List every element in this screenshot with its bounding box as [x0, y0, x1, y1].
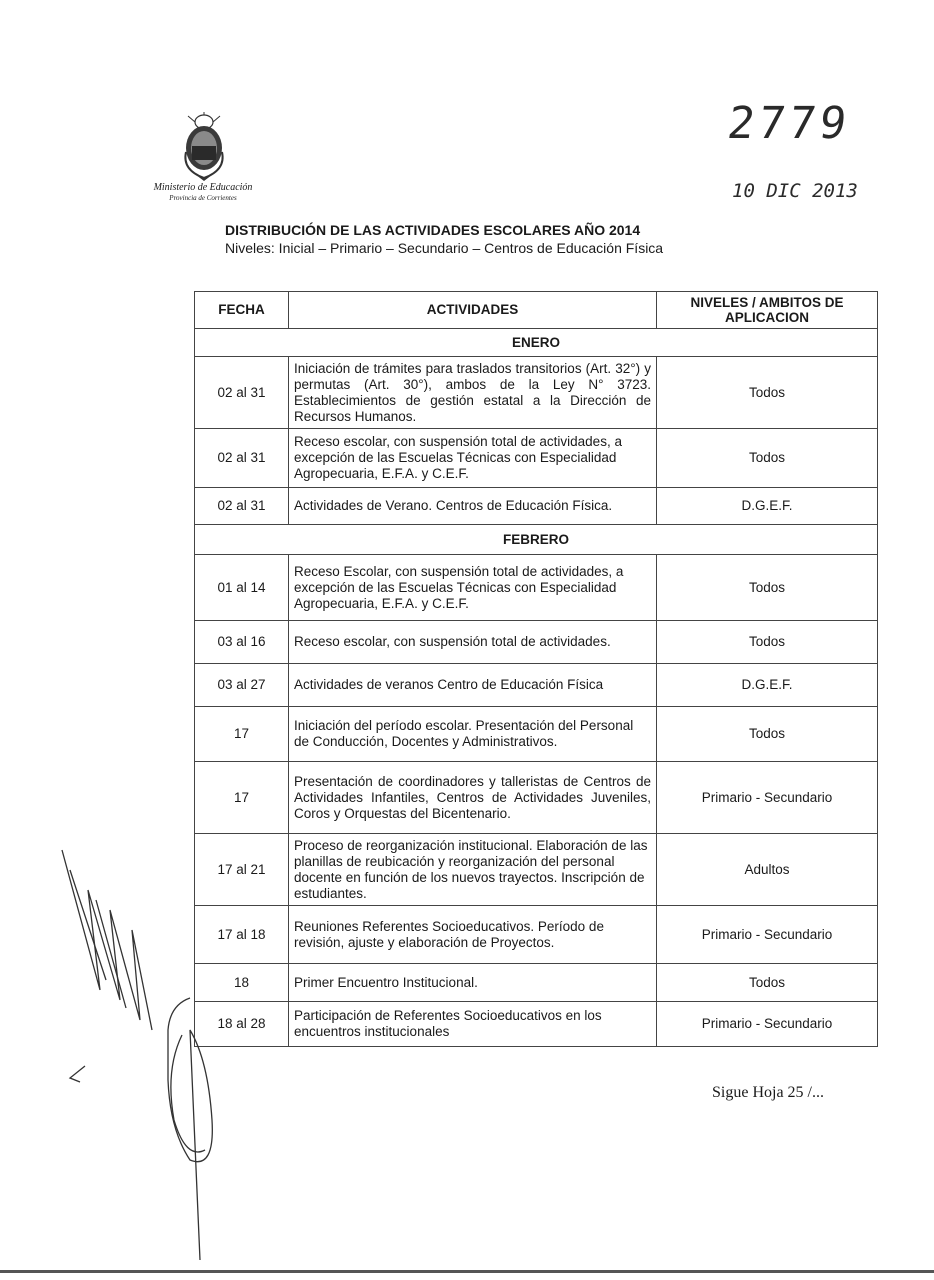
row-date: 17 [195, 762, 289, 834]
document-subtitle: Niveles: Inicial – Primario – Secundario – Centros de Educación Física [225, 240, 664, 256]
row-date: 03 al 16 [195, 621, 289, 664]
document-title: DISTRIBUCIÓN DE LAS ACTIVIDADES ESCOLARES AÑO 2014 [225, 222, 641, 238]
row-level: D.G.E.F. [657, 488, 878, 525]
table-header-row [195, 292, 878, 329]
table-row [195, 762, 878, 834]
row-level: Todos [657, 621, 878, 664]
row-date: 01 al 14 [195, 555, 289, 621]
row-date: 02 al 31 [195, 429, 289, 488]
schedule-table [194, 291, 878, 1047]
table-row [195, 707, 878, 762]
table-row [195, 664, 878, 707]
row-activity: Receso escolar, con suspensión total de actividades, a excepción de las Escuelas Técnicas con Especialidad Agropecuaria, E.F.A. y C.E.F. [289, 429, 657, 488]
row-level: Primario - Secundario [657, 906, 878, 964]
header-levels: NIVELES / AMBITOS DE APLICACION [657, 292, 878, 329]
row-level: Todos [657, 429, 878, 488]
month-name: ENERO [195, 329, 878, 357]
row-level: Adultos [657, 834, 878, 906]
row-date: 17 al 18 [195, 906, 289, 964]
row-level: Primario - Secundario [657, 762, 878, 834]
table-row [195, 429, 878, 488]
table-row [195, 906, 878, 964]
row-activity: Actividades de Verano. Centros de Educación Física. [289, 488, 657, 525]
row-date: 03 al 27 [195, 664, 289, 707]
row-activity: Iniciación de trámites para traslados transitorios (Art. 32°) y permutas (Art. 30°), ambos de la Ley N° 3723. Establecimientos de gestión estatal a la Dirección de Recursos Humanos. [289, 357, 657, 429]
row-date: 17 al 21 [195, 834, 289, 906]
stamp-number: 2779 [724, 98, 854, 149]
row-level: Primario - Secundario [657, 1002, 878, 1047]
row-activity: Actividades de veranos Centro de Educación Física [289, 664, 657, 707]
row-level: Todos [657, 555, 878, 621]
continuation-note: Sigue Hoja 25 /... [712, 1084, 824, 1101]
header-activities: ACTIVIDADES [289, 292, 657, 329]
ministry-line2: Provincia de Corrientes [169, 194, 237, 202]
ministry-line1: Ministerio de Educación [153, 182, 253, 193]
row-level: Todos [657, 707, 878, 762]
row-level: Todos [657, 357, 878, 429]
signature-icon [40, 830, 260, 1270]
page-bottom-rule [0, 1270, 934, 1273]
row-activity: Participación de Referentes Socioeducativos en los encuentros institucionales [289, 1002, 657, 1047]
month-row [195, 329, 878, 357]
month-row [195, 525, 878, 555]
coat-of-arms-icon [178, 112, 230, 182]
month-name: FEBRERO [195, 525, 878, 555]
ministry-label [118, 182, 288, 204]
stamp-date: 10 DIC 2013 [732, 180, 858, 202]
row-activity: Presentación de coordinadores y talleristas de Centros de Actividades Infantiles, Centros de Actividades Juveniles, Coros y Orquestas del Bicentenario. [289, 762, 657, 834]
table-row [195, 1002, 878, 1047]
table-row [195, 964, 878, 1002]
row-date: 17 [195, 707, 289, 762]
row-activity: Proceso de reorganización institucional. Elaboración de las planillas de reubicación y reorganización del personal docente en función de los nuevos trayectos. Inscripción de estudiantes. [289, 834, 657, 906]
row-activity: Iniciación del período escolar. Presentación del Personal de Conducción, Docentes y Administrativos. [289, 707, 657, 762]
row-level: Todos [657, 964, 878, 1002]
table-row [195, 834, 878, 906]
table-row [195, 357, 878, 429]
row-date: 02 al 31 [195, 357, 289, 429]
row-date: 18 [195, 964, 289, 1002]
row-activity: Receso Escolar, con suspensión total de actividades, a excepción de las Escuelas Técnicas con Especialidad Agropecuaria, E.F.A. y C.E.F. [289, 555, 657, 621]
row-date: 02 al 31 [195, 488, 289, 525]
row-activity: Primer Encuentro Institucional. [289, 964, 657, 1002]
table-row [195, 555, 878, 621]
row-activity: Reuniones Referentes Socioeducativos. Período de revisión, ajuste y elaboración de Proyectos. [289, 906, 657, 964]
row-level: D.G.E.F. [657, 664, 878, 707]
row-date: 18 al 28 [195, 1002, 289, 1047]
table-row [195, 621, 878, 664]
table-row [195, 488, 878, 525]
row-activity: Receso escolar, con suspensión total de actividades. [289, 621, 657, 664]
header-date: FECHA [195, 292, 289, 329]
